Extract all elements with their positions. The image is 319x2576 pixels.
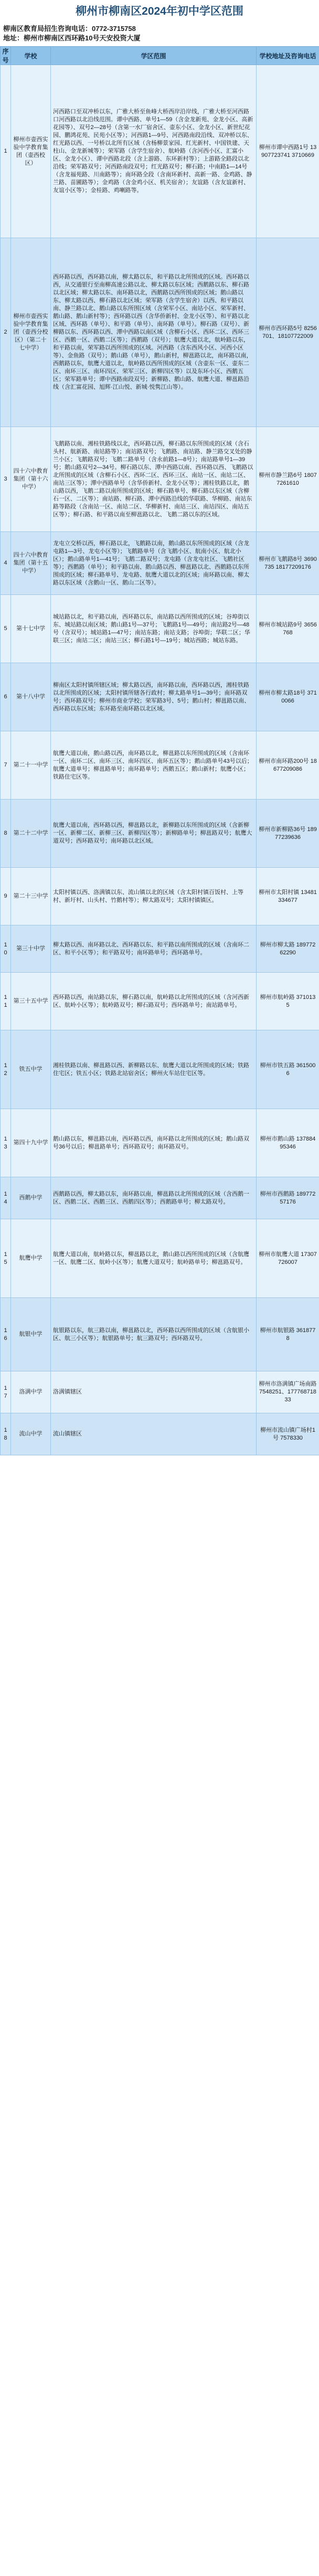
school-name: 第四十九中学 [11, 1109, 51, 1177]
row-number: 11 [1, 973, 11, 1030]
col-header-addr: 学校地址及咨询电话 [257, 47, 319, 65]
col-header-no: 序号 [1, 47, 11, 65]
row-number: 18 [1, 1413, 11, 1455]
table-row [1, 663, 319, 731]
district-range: 航鹰大道以南，航岭路以东，柳邕路以北，鹅山路以西所围成的区域（含航鹰一区、航鹰二区、航岭小区等）；航鹰大道双号；航岭路单号；柳邕路双号。 [51, 1219, 257, 1298]
district-range: 龙屯立交桥以西，柳石路以北，飞鹅路以南，鹅山路以东所围成的区域（含龙屯路1—3号、龙屯小区等）；飞鹅路单号（含飞鹅小区、航南小区、航北小区）；鹅山路单号1—41号；飞鹅二路双号；龙屯路（含龙屯社区、飞鹅社区等）；西鹅路（单号）；和平路以南、鹅山路以西、柳邕路以北、西鹅路以东所围成的区域；柳石路单号、龙屯路、航鹰大道以北的区域；南环路以南、柳太路以东区域（含鹅山一区、鹅山二区等）。 [51, 532, 257, 595]
school-address: 柳州市静兰路6号 18077261610 [257, 427, 319, 532]
table-row [1, 427, 319, 532]
school-address: 柳州市城站路9号 3656768 [257, 595, 319, 663]
table-row [1, 1413, 319, 1455]
table-row [1, 800, 319, 868]
col-header-school: 学校 [11, 47, 51, 65]
school-name: 柳州市壶西实验中学教育集团（壶西校区） [11, 65, 51, 238]
row-number: 15 [1, 1219, 11, 1298]
school-name: 四十六中教育集团（第十六中学） [11, 427, 51, 532]
row-number: 12 [1, 1030, 11, 1109]
row-number: 3 [1, 427, 11, 532]
school-address: 柳州市鹅山路 13788495346 [257, 1109, 319, 1177]
school-address: 柳州市谭中西路1号 13907723741 3710669 [257, 65, 319, 238]
row-number: 17 [1, 1371, 11, 1413]
school-name: 柳州市壶西实验中学教育集团（壶西分校区）（第二十七中学） [11, 238, 51, 427]
district-range: 西鹅路以西，柳太路以东，南环路以南，柳邕路以北所围成的区域（含西鹅一区、西鹅二区、西鹅三区、西鹅四区等）；西鹅路单号；柳太路双号。 [51, 1177, 257, 1219]
table-row [1, 925, 319, 973]
school-address: 柳州市铁五路 3615006 [257, 1030, 319, 1109]
contact-info [0, 23, 319, 46]
row-number: 9 [1, 868, 11, 925]
row-number: 7 [1, 731, 11, 800]
district-table [0, 46, 319, 1455]
school-address: 柳州市新柳路36号 18977239636 [257, 800, 319, 868]
district-range: 洛满镇辖区 [51, 1371, 257, 1413]
row-number: 13 [1, 1109, 11, 1177]
school-name: 第三十五中学 [11, 973, 51, 1030]
table-row [1, 532, 319, 595]
table-row [1, 868, 319, 925]
table-row [1, 973, 319, 1030]
district-range: 西环路以西，南站路以东，柳石路以南，航岭路以北所围成的区域（含河西新区、航岭小区等）；航岭路双号；柳石路双号；西环路单号；南站路单号。 [51, 973, 257, 1030]
table-row [1, 731, 319, 800]
district-range: 航鹰大道以南，西环路以西，柳邕路以北，新柳路以东所围成的区域（含新柳一区、新柳二区、新柳三区、新柳四区等）；新柳路单号；柳邕路双号；航鹰大道双号；西环路双号；南环路以北区域。 [51, 800, 257, 868]
school-name: 航银中学 [11, 1298, 51, 1371]
row-number: 4 [1, 532, 11, 595]
district-range: 西环路以西，西环路以南，柳太路以东，和平路以北所围成的区域。西环路以西，从交通银行至南柳高速公路以北、柳太路以东区域；西鹅路以东、柳石路以北区域；柳太路以东、南环路以北，西鹅路以西所围成的区域；鹅山路以东、柳太路以西、柳石路以北区域；荣军路（含学生宿舍）以西、和平路以南、静兰路以北、鹅山路以东所围区域（含荣军小区、南站小区、荣军新村、鹅山路、鹅山新村等）；西环路以西（含华侨新村、金龙小区等）、和平路以北区域、西环路（单号）、和平路（单号）、南环路（单号）。柳石路（双号）、新柳路以东、西环路以西、潭中西路以南区域（含柳石小区、西环二区、西环三区、西鹅一区、西鹅二区等）；西鹅路（双号）；航鹰大道以北，航岭路以东，和平路以南，荣军路以西所围成的区域。河西路（含东西风小区、河西小区等）、金鱼路（双号）；鹅山路（单号），鹅山新村，柳邕路以北，南环路以南，西鹅路以东，航鹰大道以北，航岭路以西所围成的区域（含壶东一区、壶东二区、南环三区、南环四区、荣军三区、新柳四区等）以及东环小区、西鹅五区；荣军路单号；谭中西路南段双号；新柳路、鹅山路、航鹰大道、柳邕路沿线（含汇富花园、旭辉·江山悦、新城·悦隽江山等）。 [51, 238, 257, 427]
district-range: 飞鹅路以南、湘桂铁路线以北，西环路以西，柳石路以东所围成的区域（含石头村、航新路、南站路等）；南站路双号；飞鹅路、南站路、静兰路交叉处的静兰小区；飞鹅路双号；飞鹅二路单号（含永前路1—8号）；南站路单号1—39号；鹅山路双号2—34号。柳石路以东、潭中西路以南、西环路以西、飞鹅路以北所围成的区域（含柳石小区、西环二区、西环三区、南站一区、南站二区、南站三区等）；潭中西路单号（含华侨新村、金龙小区等）；湘桂铁路以北，鹅山路以西，飞鹅二路以南所围成的区域；柳石路单号、柳石路以东区域（含柳石一区、二区等）；南站路、柳石路、潭中西路沿线的华联路、华柳路、南站东路等路段（含南站一区、南站二区、华柳新村、南站三区、南站四区、南站五区等）；柳石路、和平路以南至柳邕路以北、飞鹅二路以东的区域。 [51, 427, 257, 532]
table-row [1, 1109, 319, 1177]
table-row [1, 595, 319, 663]
row-number: 10 [1, 925, 11, 973]
school-name: 第二十三中学 [11, 868, 51, 925]
table-row [1, 1371, 319, 1413]
col-header-area: 学区范围 [51, 47, 257, 65]
school-name: 洛满中学 [11, 1371, 51, 1413]
school-name: 四十六中教育集团（第十五中学） [11, 532, 51, 595]
district-range: 航银路以东，航三路以南，柳邕路以北，西环路以西所围成的区域（含航银小区、航三小区等）；航银路单号；航三路双号；西环路双号。 [51, 1298, 257, 1371]
table-header-row [1, 47, 319, 65]
district-range: 太阳村镇以西、洛满镇以东、流山镇以北的区域（含太阳村镇百饭村、上等村、新圩村、山头村、竹鹅村等）；柳太路双号；太阳村镇镇区。 [51, 868, 257, 925]
school-name: 第三十中学 [11, 925, 51, 973]
row-number: 5 [1, 595, 11, 663]
row-number: 1 [1, 65, 11, 238]
row-number: 16 [1, 1298, 11, 1371]
school-address: 柳州市流山镇广场村1号 7578330 [257, 1413, 319, 1455]
school-address: 柳州市西环路5号 8256701、18107722009 [257, 238, 319, 427]
school-address: 柳州市柳太路18号 3710066 [257, 663, 319, 731]
school-name: 第十八中学 [11, 663, 51, 731]
school-address: 柳州市南环路200号 18677209086 [257, 731, 319, 800]
district-range: 城站路以北，和平路以南，西环路以东，南站路以西所围成的区域；谷埠街以东、城站路以南区域；鹅山路1号—37号；飞鹅路1号—49号；南站路2号—48号（含双号）；城站路1—47号；南站东路；南站支路；谷埠街；华联二区；华联三区；南站二区；南站三区；柳石路1号—19号；城站西路；城站东路。 [51, 595, 257, 663]
school-name: 第二十二中学 [11, 800, 51, 868]
table-row [1, 1030, 319, 1109]
district-range: 流山镇辖区 [51, 1413, 257, 1455]
row-number: 8 [1, 800, 11, 868]
district-range: 湘桂铁路以南、柳邕路以西、新柳路以东、航鹰大道以北所围成的区域；铁路住宅区；铁五小区；铁路北站宿舍区；柳州火车站住宅区等。 [51, 1030, 257, 1109]
school-name: 第十七中学 [11, 595, 51, 663]
school-address: 柳州市航岭路 3710135 [257, 973, 319, 1030]
school-name: 流山中学 [11, 1413, 51, 1455]
table-row [1, 238, 319, 427]
row-number: 6 [1, 663, 11, 731]
school-address: 柳州市洛满镇广场南路 7548251、17776871833 [257, 1371, 319, 1413]
table-row [1, 1177, 319, 1219]
school-address: 柳州市航鹰大道 17307726007 [257, 1219, 319, 1298]
bureau-address: 地址：柳州市柳南区西环路10号天安投资大厦 [3, 34, 141, 42]
row-number: 2 [1, 238, 11, 427]
school-address: 柳州市航银路 3618778 [257, 1298, 319, 1371]
district-range: 柳南区太阳村镇所辖区域；柳太路以西，南环路以南，西环路以西，湘桂铁路以北所围成的区域；太阳村镇所辖各行政村；柳太路单号1—39号；南环路双号；西环路双号；柳州市商业学校；荣军路3号、5号；鹅山村；柳邕路以南、西环路以东区域；东环路至南环路以北区域。 [51, 663, 257, 731]
page-title: 柳州市柳南区2024年初中学区范围 [0, 0, 319, 23]
table-body [1, 65, 319, 1455]
district-range: 柳太路以西、南环路以北、西环路以东、和平路以南所围成的区域（含南环二区、和平小区等）；和平路双号；南环路单号；西环路单号。 [51, 925, 257, 973]
district-range: 鹅山路以东，柳邕路以南，西环路以西，南环路以北所围成的区域；鹅山路双号36号以后；柳邕路单号；西环路双号；南环路双号。 [51, 1109, 257, 1177]
table-row [1, 1298, 319, 1371]
school-address: 柳州市柳太路 18977262290 [257, 925, 319, 973]
school-name: 第二十一中学 [11, 731, 51, 800]
school-address: 柳州市飞鹅路8号 3690735 18177209176 [257, 532, 319, 595]
district-range: 航鹰大道以南，鹅山路以西，南环路以北，柳邕路以东所围成的区域（含南环一区、南环二区、南环三区、南环四区、南环五区等）；鹅山路单号43号以后；航鹰大道单号；柳邕路单号；南环路单号；西鹅五区；鹅山新村；航鹰小区；铁路住宅区等。 [51, 731, 257, 800]
school-name: 西鹅中学 [11, 1177, 51, 1219]
school-address: 柳州市太阳村镇 13481334677 [257, 868, 319, 925]
table-row [1, 1219, 319, 1298]
table-row [1, 65, 319, 238]
school-name: 铁五中学 [11, 1030, 51, 1109]
district-range: 河西路口至双冲桥以东，广雅大桥至鱼峰大桥西岸沿岸线，广雅大桥至河西路口河西路以北沿线范围。谭中西路、单号1—59（含金龙新苑、金龙小区、高新花园等）、双号2—28号（含第一水厂宿舍区、壶东小区、金龙小区、新世纪花园、鹏鸿花苑、民苑小区等）；河西路1—9号、河西路南段沿线、双冲桥以东、红光路以西、一号桥以北所有区域（含杨柳景家园、红光新村、中国铁建、天柱山、金龙新城等）；荣军路（含学生宿舍）、航岭路（含河西小区、汇富小区、金龙小区）、谭中西路北段（含上游路、东环新村等）；上游路全路段以北沿线；荣军路双号；河西路南段双号；红光路双号；柳石路；中南路1—14号（含龙福苑路、川南路等）；南环路全段（含南环新村、高新一路、金鸡路、静兰路、苗圃路等）；金鸡路（含金鸡小区、机关宿舍）；友谊路（含友谊新村、友谊小区等）；金桂路、鸡喇路等。 [51, 65, 257, 238]
school-address: 柳州市西鹅路 18977257176 [257, 1177, 319, 1219]
consult-phone: 柳南区教育局招生咨询电话：0772-3715758 [3, 25, 136, 33]
school-name: 航鹰中学 [11, 1219, 51, 1298]
row-number: 14 [1, 1177, 11, 1219]
